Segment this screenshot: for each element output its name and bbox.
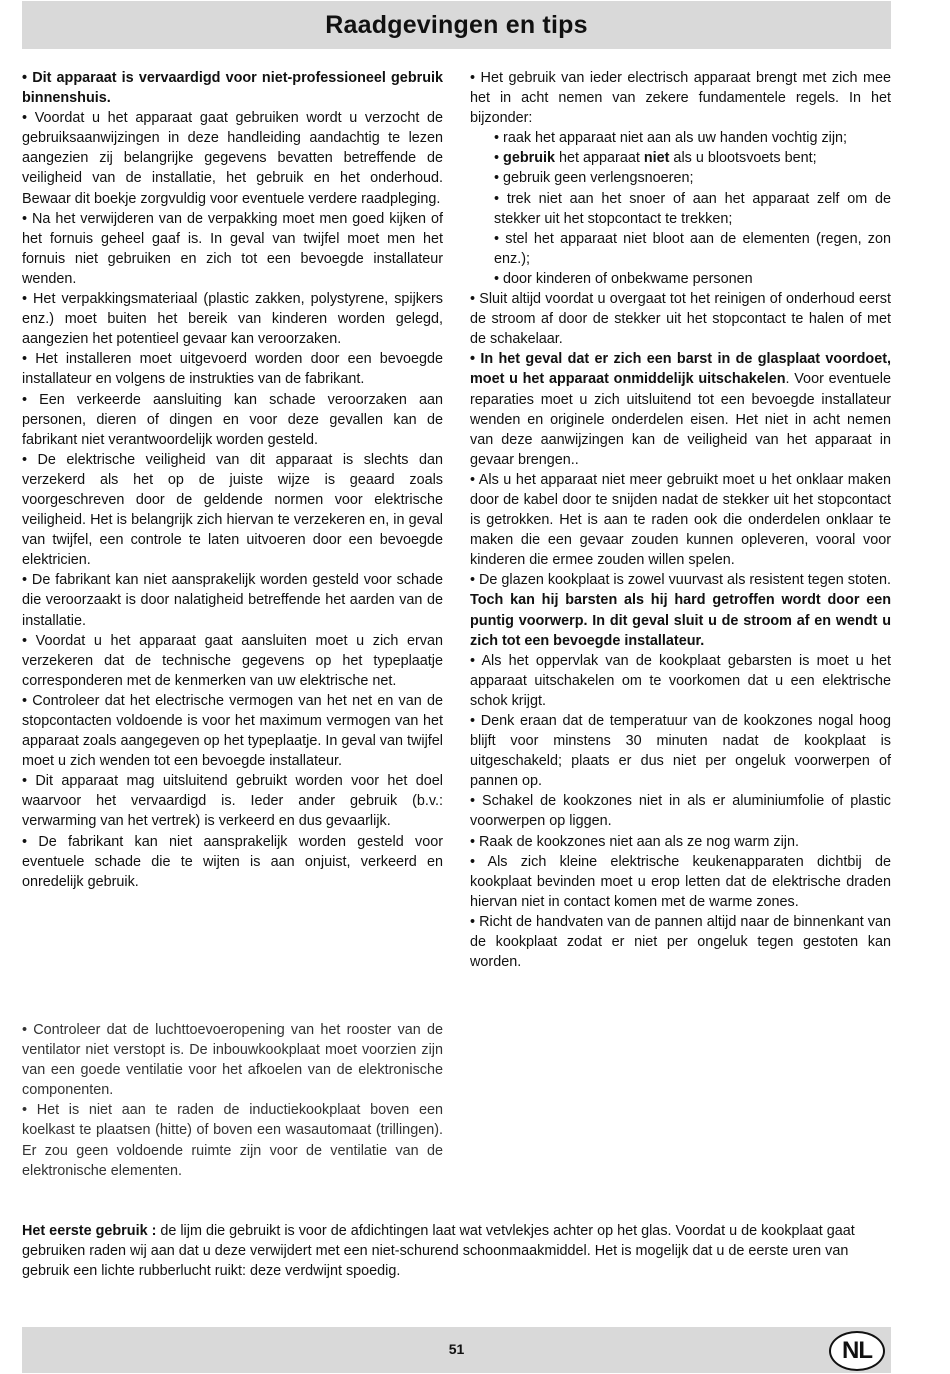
text-run: • De glazen kookplaat is zowel vuurvast als resistent tegen stoten.: [470, 572, 891, 589]
paragraph: • Controleer dat het electrische vermogen van het net en van de stopcontacten voldoende is voor het maximum vermogen van het apparaat zoals aangegeven op het typeplaatje. In geval van twijfel moet u zich wenden tot een bevoegde installateur.: [22, 692, 443, 770]
paragraph: • Controleer dat de luchttoevoeropening van het rooster van de ventilator niet verstopt is. De inbouwkookplaat moet voorzien zijn van een goede ventilatie voor het afkoelen van de elektronische componenten.: [22, 1022, 443, 1099]
paragraph: • Raak de kookzones niet aan als ze nog warm zijn.: [470, 833, 800, 850]
sub-item: • trek niet aan het snoer of aan het apparaat zelf om de stekker uit het stopcontact te trekken;: [494, 190, 891, 227]
paragraph: • Als zich kleine elektrische keukenapparaten dichtbij de kookplaat bevinden moet u erop letten dat de elektrische draden hiervan niet in contact komen met de warme zones.: [470, 853, 891, 910]
bold-run: niet: [643, 150, 670, 167]
text-run: als u blootsvoets bent;: [669, 150, 817, 167]
paragraph: [470, 349, 891, 470]
text-run: . Voor eventuele reparaties moet u zich uitsluitend tot een bevoegde installateur wenden en originele onderdelen eisen. Het niet in acht nemen van deze aanwijzingen kan de veiligheid van het apparaat in gevaar brengen..: [470, 371, 891, 468]
text-run: •: [494, 150, 504, 167]
paragraph: • De fabrikant kan niet aansprakelijk worden gesteld voor schade die veroorzaakt is door nalatigheid betreffende het aarden van de installatie.: [22, 572, 443, 629]
paragraph: • Een verkeerde aansluiting kan schade veroorzaken aan personen, dieren of dingen en voor deze gevallen kan de fabrikant niet verantwoordelijk worden gesteld.: [22, 391, 443, 448]
paragraph: • Het installeren moet uitgevoerd worden door een bevoegde installateur en volgens de instrukties van de fabrikant.: [22, 351, 443, 388]
paragraph: • Voordat u het apparaat gaat gebruiken wordt u verzocht de gebruiksaanwijzingen in deze handleiding aandachtig te lezen aangezien zij belangrijke gegevens bevatten betreffende de veiligheid van de installatie, het gebruik en het onderhoud. Bewaar dit boekje zorgvuldig voor eventuele verdere raadpleging.: [22, 110, 443, 207]
left-column: [22, 68, 443, 892]
title-bar: [22, 1, 891, 49]
bold-run: gebruik: [503, 150, 556, 167]
page-number: 51: [448, 1341, 465, 1357]
sub-item: • raak het apparaat niet aan als uw handen vochtig zijn;: [494, 130, 848, 147]
paragraph: • Het verpakkingsmateriaal (plastic zakken, polystyrene, spijkers enz.) moet buiten het bereik van kinderen worden gelegd, aangezien het potentieel gevaar kan veroorzaken.: [22, 291, 443, 348]
sub-item: • stel het apparaat niet bloot aan de elementen (regen, zon enz.);: [494, 230, 891, 267]
footer-bar: [22, 1327, 891, 1373]
paragraph: • Voordat u het apparaat gaat aansluiten moet u zich ervan verzekeren dat de technische gegevens op het typeplaatje corresponderen met de kenmerken van uw elektrische net.: [22, 632, 443, 689]
paragraph: • De fabrikant kan niet aansprakelijk worden gesteld voor eventuele schade die te wijten is aan onjuist, verkeerd en onredelijk gebruik.: [22, 833, 443, 890]
paragraph: • Als het oppervlak van de kookplaat gebarsten is moet u het apparaat uitschakelen om te voorkomen dat u een elektrische schok krijgt.: [470, 652, 891, 709]
first-use-label: Het eerste gebruik :: [22, 1223, 157, 1239]
bold-run: Toch kan hij barsten als hij hard getroffen wordt door een puntig voorwerp. In dit geval sluit u de stroom af en wendt u zich tot een bevoegde installateur.: [470, 592, 891, 649]
sub-item: • gebruik geen verlengsnoeren;: [494, 170, 694, 187]
page-title: Raadgevingen en tips: [325, 10, 588, 39]
right-column: [470, 68, 891, 972]
paragraph: • Na het verwijderen van de verpakking moet men goed kijken of het fornuis geheel gaaf is. In geval van twijfel moet men het fornuis niet gebruiken en zich tot een bevoegde installateur wenden.: [22, 210, 443, 287]
paragraph: [470, 570, 891, 650]
paragraph: • Het is niet aan te raden de inductiekookplaat boven een koelkast te plaatsen (hitte) of boven een wasautomaat (trillingen). Er zou geen voldoende ruimte zijn voor de ventilatie van de elektronische elementen.: [22, 1102, 443, 1179]
paragraph: • Dit apparaat mag uitsluitend gebruikt worden voor het doel waarvoor het vervaardigd is. Ieder ander gebruik (b.v.: verwarming van het vertrek) is verkeerd en dus gevaarlijk.: [22, 773, 443, 830]
paragraph: • Sluit altijd voordat u overgaat tot het reinigen of onderhoud eerst de stroom af door de stekker uit het stopcontact te halen of met de schakelaar.: [470, 291, 891, 348]
sub-item: • door kinderen of onbekwame personen: [494, 270, 753, 287]
sub-item: [470, 148, 891, 168]
text-run: het apparaat: [555, 150, 644, 167]
first-use-section: [22, 1221, 891, 1281]
paragraph: • Denk eraan dat de temperatuur van de kookzones nogal hoog blijft voor minstens 30 minuten nadat de kookplaat is uitgeschakeld; plaats er dus niet per ongeluk voorwerpen of pannen op.: [470, 713, 891, 790]
paragraph: • Dit apparaat is vervaardigd voor niet-professioneel gebruik binnenshuis.: [22, 70, 443, 107]
paragraph: • De elektrische veiligheid van dit apparaat is slechts dan verzekerd als het op de juiste wijze is geaard zoals voorgeschreven door de geldende normen voor elektrische veiligheid. Het is belangrijk zich hiervan te verzekeren en, in geval van twijfel, een controle te laten uitvoeren door een bevoegde elektricien.: [22, 451, 443, 569]
language-badge: NL: [829, 1331, 885, 1371]
bold-run: • In het geval dat er zich een barst in de glasplaat voordoet, moet u het apparaat onmiddelijk uitschakelen: [470, 351, 891, 388]
paragraph: • Richt de handvaten van de pannen altijd naar de binnenkant van de kookplaat zodat er niet per ongeluk tegen gestoten kan worden.: [470, 913, 891, 971]
paragraph: • Schakel de kookzones niet in als er aluminiumfolie of plastic voorwerpen op liggen.: [470, 793, 891, 830]
paragraph: • Als u het apparaat niet meer gebruikt moet u het onklaar maken door de kabel door te snijden nadat de stekker uit het stopcontact is getrokken. Het is aan te raden ook die onderdelen onklaar te maken die een gevaar zouden kunnen opleveren, vooral voor kinderen die ermee zouden willen spelen.: [470, 471, 891, 569]
first-use-text: de lijm die gebruikt is voor de afdichtingen laat wat vetvlekjes achter op het glas. Voordat u de kookplaat gaat gebruiken raden wij aan dat u deze verwijdert met een niet-schurend schoonmaakmiddel. Het is mogelijk dat u de eerste uren van gebruik een lichte rubberlucht ruikt: deze verdwijnt spoedig.: [22, 1223, 855, 1280]
ventilation-note: [22, 1020, 443, 1181]
paragraph: • Het gebruik van ieder electrisch apparaat brengt met zich mee het in acht nemen van zekere fundamentele regels. In het bijzonder:: [470, 70, 891, 127]
